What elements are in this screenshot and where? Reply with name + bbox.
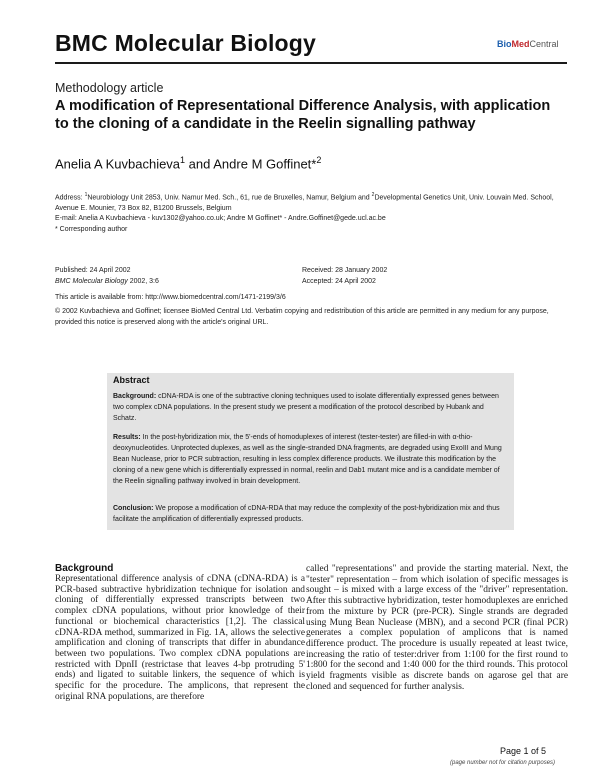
email-line: E-mail: Anelia A Kuvbachieva - kuv1302@yahoo.co.uk; Andre M Goffinet* - Andre.Goffinet@gede.ucl.ac.be [55,215,386,222]
logo-med: Med [511,39,530,49]
author-1: Anelia A Kuvbachieva [55,156,181,172]
author-2-sup: 2 [316,155,322,165]
page-number: Page 1 of 5 [500,746,547,756]
corresponding-author: * Corresponding author [55,226,128,233]
footer-note: (page number not for citation purposes) [450,760,556,766]
address-sup-1: 1 [84,192,88,198]
received-date: Received: 28 January 2002 [302,267,388,274]
abstract-conclusion-text: We propose a modification of cDNA-RDA that may reduce the complexity of the post-hybridization mix and thus facilitate the amplification of differentially expressed products. [113,505,500,523]
citation [55,276,295,287]
header-rule [55,62,567,64]
body-column-left: Representational difference analysis of cDNA (cDNA-RDA) is a PCR-based subtractive hybridization technique for isolation and cloning of differentially expressed transcripts between two complex cDNA populations, without prior knowledge of their functional or biochemical characteristics [1,2]. The classical cDNA-RDA method, summarized in Fig. 1A, allows the selective amplification and cloning of transcripts that differ in abundance between two populations. Two complex cDNA populations are restricted with DpnII (restrictase that leaves 4-bp protruding 5' ends) and ligated to suitable linkers, the sequence of which is specific for the procedure. The amplicons, that represent the original RNA populations, are therefore [55,574,305,702]
abstract-results-text: In the post-hybridization mix, the 5'-ends of homoduplexes of interest (tester-tester) are filled-in with α-thio-deoxynucleotides. Unprotected duplexes, as well as the single-stranded DNA fragments, are degraded using ExoIII and Mung Bean Nuclease, prior to PCR subtraction, resulting in less complex difference products. We illustrate this modification by the cloning of a new gene which is differentially expressed in normal, reelin and Dab1 mutant mice and is a candidate member of the Reelin signalling pathway involved in brain development. [113,434,502,485]
authors [55,155,321,171]
journal-title: BMC Molecular Biology [55,30,317,56]
copyright-notice: © 2002 Kuvbachieva and Goffinet; licensee BioMed Central Ltd. Verbatim copying and redistribution of this article are permitted in any medium for any purpose, provided this notice is preserved along with the article's original URL. [55,308,549,326]
accepted-date: Accepted: 24 April 2002 [302,278,376,285]
author-1-sup: 1 [180,155,186,165]
citation-journal: BMC Molecular Biology [55,278,128,285]
article-type: Methodology article [55,81,164,95]
address-part-1: Neurobiology Unit 2853, Univ. Namur Med. Sch., 61, rue de Bruxelles, Namur, Belgium and [87,194,372,202]
address [55,190,565,214]
authors-and: and [185,156,214,172]
abstract-conclusion-label: Conclusion: [113,505,154,512]
address-part-2: Developmental Genetics Unit, Univ. Louvain Med. School, Avenue E. Mounier, 73 Box 82, B1200 Brussels, Belgium [55,194,554,213]
publication-info-right [302,265,542,287]
abstract-background [113,391,505,424]
article-url: This article is available from: http://www.biomedcentral.com/1471-2199/3/6 [55,294,286,301]
abstract-title: Abstract [113,375,150,385]
address-label: Address: [55,194,85,202]
published-date: Published: 24 April 2002 [55,267,131,274]
abstract-results-label: Results: [113,434,141,441]
publication-info-left [55,265,295,287]
citation-rest: 2002, 3:6 [127,278,159,285]
section-heading-background: Background [55,563,114,574]
abstract-background-label: Background: [113,393,157,400]
biomed-central-logo [497,39,559,49]
address-sup-2: 2 [371,192,375,198]
body-column-right: called "representations" and provide the starting material. Next, the "tester" representation – from which isolation of specific messages is sought – is mixed with a large excess of the "driver" representation. After this subtractive hybridization, tester homoduplexes are enriched from the mixture by PCR (pre-PCR). Single strands are degraded using Mung Bean Nuclease (MBN), and a second PCR (final PCR) generates a complex population of amplicons that is named difference product. The procedure is usually repeated at least twice, increasing the ratio of tester:driver from 1:100 for the first round to 1:800 for the second and 1:40 000 for the third rounds. This protocol yield fragments visible as discrete bands on agarose gel that are cloned and sequenced for further analysis. [306,564,568,692]
abstract-conclusion [113,503,505,525]
author-2: Andre M Goffinet* [213,156,317,172]
abstract-results [113,432,505,487]
abstract-background-text: cDNA-RDA is one of the subtractive cloning techniques used to isolate differentially expressed genes between two complex cDNA populations. In the present study we present a modification of the protocol described by Hubank and Schatz. [113,393,499,422]
logo-central: Central [529,39,559,49]
article-title: A modification of Representational Difference Analysis, with application to the cloning of a candidate in the Reelin signalling pathway [55,98,551,132]
logo-bio: Bio [497,39,512,49]
